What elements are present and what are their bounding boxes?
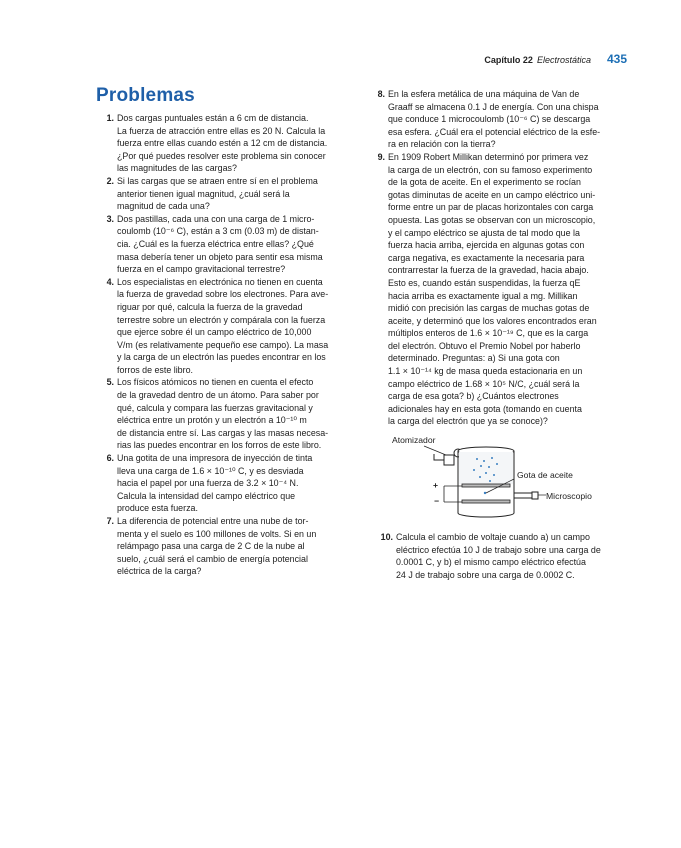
- problem-8: [374, 88, 625, 151]
- problem-line: qué, calcula y compara las fuerzas gravitacional y: [117, 402, 313, 413]
- problem-line: rias las puedes encontrar en los forros de este libro.: [117, 440, 322, 451]
- problem-line: Una gotita de una impresora de inyección de tinta: [117, 453, 313, 464]
- problem-line: coulomb (10⁻⁶ C), están a 3 cm (0.03 m) de distan-: [117, 226, 319, 237]
- problem-number: 9.: [377, 151, 385, 162]
- problem-5: [103, 376, 355, 452]
- problem-line: Dos cargas puntuales están a 6 cm de distancia.: [117, 113, 309, 123]
- problem-line: fuerza en el campo gravitacional terrestre?: [117, 264, 286, 275]
- section-label: Electrostática: [536, 55, 591, 65]
- problem-10: [374, 531, 625, 581]
- problem-number: 8.: [377, 89, 385, 99]
- problem-3: [103, 213, 355, 276]
- oil-drop-label: Gota de aceite: [517, 470, 573, 481]
- problem-line: relámpago pasa una carga de 2 C de la nube al: [117, 541, 305, 552]
- problem-line: Esto es, cuando están suspendidas, la fuerza qE: [388, 277, 581, 288]
- problem-line: hacia arriba es exactamente igual a mg. Millikan: [388, 290, 578, 301]
- problem-number: 7.: [106, 516, 114, 526]
- section-title: Problemas: [96, 85, 195, 106]
- problem-line: En la esfera metálica de una máquina de Van de: [388, 89, 580, 99]
- page-number: 435: [606, 52, 627, 66]
- chapter-label: Capítulo 22: [484, 55, 533, 65]
- problem-line: de la gravedad dentro de un átomo. Para saber por: [117, 390, 319, 401]
- problem-line: determinado. Preguntas: a) Si una gota con: [388, 353, 560, 364]
- problem-line: la fuerza de gravedad sobre los electrones. Para ave-: [117, 289, 329, 300]
- problem-line: contrarrestar la fuerza de la gravedad, hacia abajo.: [388, 265, 589, 276]
- problem-line: campo eléctrico de 1.68 × 10⁵ N/C, ¿cuál será la: [388, 378, 580, 389]
- problem-line: y el campo eléctrico se ajusta de tal modo que la: [388, 227, 580, 238]
- problem-line: aceite, y determinó que los valores encontrados eran: [388, 315, 597, 326]
- microscope-icon: [514, 492, 538, 499]
- right-column: [374, 88, 625, 581]
- problem-line: carga negativa, es exactamente la necesaria para: [388, 252, 585, 263]
- problem-line: carga de esa gota? b) ¿Cuántos electrones: [388, 391, 559, 402]
- problem-line: magnitud de cada una?: [117, 201, 210, 212]
- problem-line: menta y el suelo es 100 millones de volts. Si en un: [117, 528, 317, 539]
- problem-line: ra en relación con la tierra?: [388, 139, 496, 150]
- problem-line: adicionales hay en esta gota (tomando en cuenta: [388, 403, 582, 414]
- problem-line: fuerza hacia arriba, ejercida en algunas gotas con: [388, 240, 585, 251]
- problem-line: La diferencia de potencial entre una nube de tor-: [117, 516, 309, 526]
- problem-line: produce esta fuerza.: [117, 503, 198, 514]
- problem-line: anterior tienen igual magnitud, ¿cuál será la: [117, 188, 290, 199]
- problem-line: opuesta. Las gotas se observan con un microscopio,: [388, 214, 596, 225]
- problem-line: masa debería tener un objeto para sentir esa misma: [117, 251, 323, 262]
- problem-line: la carga de un electrón, con su famoso experimento: [388, 164, 593, 175]
- problem-line: Dos pastillas, cada una con una carga de 1 micro-: [117, 213, 315, 224]
- problem-6: [103, 452, 355, 515]
- problem-line: Los físicos atómicos no tienen en cuenta el efecto: [117, 377, 314, 388]
- plus-sign: +: [433, 480, 439, 491]
- problem-line: terrestre sobre un electrón y compárala con la fuerza: [117, 314, 326, 325]
- problem-line: la carga del electrón que ya se conoce)?: [388, 416, 548, 427]
- chamber-icon: [458, 447, 514, 517]
- problem-2: [103, 175, 355, 213]
- problem-number: 3.: [106, 213, 114, 224]
- left-column: [103, 112, 355, 578]
- minus-sign: −: [434, 496, 440, 507]
- problem-line: gotas diminutas de aceite en un campo eléctrico uni-: [388, 189, 596, 200]
- running-header: [484, 52, 627, 66]
- problem-number: 10.: [380, 532, 393, 543]
- problem-line: múltiplos enteros de 1.6 × 10⁻¹⁹ C, que es la carga: [388, 328, 589, 339]
- problem-line: Calcula la intensidad del campo eléctrico que: [117, 490, 296, 501]
- charged-plates: [444, 484, 510, 503]
- problem-number: 5.: [106, 377, 114, 388]
- problem-line: En 1909 Robert Millikan determinó por primera vez: [388, 151, 589, 162]
- problem-line: 0.0001 C, y b) el mismo campo eléctrico efectúa: [396, 557, 586, 568]
- problem-line: 24 J de trabajo sobre una carga de 0.0002 C.: [396, 569, 575, 580]
- problem-line: suelo, ¿cuál será el cambio de energía potencial: [117, 553, 308, 564]
- millikan-apparatus-diagram: [374, 437, 625, 525]
- problem-line: de la gota de aceite. En el experimento se rocían: [388, 177, 581, 188]
- problem-line: que ejerce sobre él un campo eléctrico de 10,000: [117, 327, 312, 338]
- problem-line: midió con precisión las cargas de muchas gotas de: [388, 303, 590, 314]
- problem-line: eléctrica entre un protón y un electrón a 10⁻¹⁰ m: [117, 415, 307, 426]
- problem-line: del electrón. Obtuvo el Premio Nobel por haberlo: [388, 340, 581, 351]
- problem-line: forme entre un par de placas horizontales con carga: [388, 202, 594, 213]
- problem-line: cia. ¿Cuál es la fuerza eléctrica entre ellas? ¿Qué: [117, 238, 314, 249]
- problem-line: las magnitudes de las cargas?: [117, 163, 237, 174]
- problem-line: Calcula el cambio de voltaje cuando a) un campo: [396, 532, 590, 543]
- problem-7: [103, 515, 355, 578]
- problem-4: [103, 276, 355, 377]
- problem-number: 1.: [106, 113, 114, 123]
- problem-line: V/m (es relativamente pequeño ese campo). La masa: [117, 339, 329, 350]
- problem-line: 1.1 × 10⁻¹⁴ kg de masa queda estacionaria en un: [388, 366, 583, 377]
- problem-line: eléctrica de la carga?: [117, 566, 202, 577]
- millikan-figure: [374, 437, 625, 525]
- problem-line: eléctrico efectúa 10 J de trabajo sobre una carga de: [396, 544, 601, 555]
- problem-line: que conduce 1 microcoulomb (10⁻⁶ C) se descarga: [388, 114, 591, 125]
- atomizer-label: Atomizador: [392, 435, 436, 446]
- problem-line: y la carga de un electrón las puedes encontrar en los: [117, 352, 326, 363]
- problem-number: 2.: [106, 175, 114, 186]
- problem-line: fuerza entre ellas cuando estén a 12 cm de distancia.: [117, 138, 328, 149]
- problem-number: 4.: [106, 276, 114, 287]
- problem-line: ¿Por qué puedes resolver este problema sin conocer: [117, 150, 326, 161]
- problem-1: [103, 112, 355, 175]
- problem-line: riguar por qué, calcula la fuerza de la gravedad: [117, 301, 303, 312]
- problem-line: hacia el papel por una fuerza de 3.2 × 10⁻⁴ N.: [117, 478, 299, 489]
- problem-line: Los especialistas en electrónica no tienen en cuenta: [117, 276, 323, 287]
- problem-line: Si las cargas que se atraen entre sí en el problema: [117, 175, 318, 186]
- problem-line: lleva una carga de 1.6 × 10⁻¹⁰ C, y es desviada: [117, 465, 304, 476]
- problem-line: esa esfera. ¿Cuál era el potencial eléctrico de la esfe-: [388, 126, 601, 137]
- microscope-label: Microscopio: [546, 491, 592, 502]
- problem-line: La fuerza de atracción entre ellas es 20 N. Calcula la: [117, 125, 326, 136]
- problem-9: [374, 151, 625, 428]
- problem-line: forros de este libro.: [117, 364, 193, 375]
- problem-line: de distancia entre sí. Las cargas y las masas necesa-: [117, 427, 329, 438]
- problem-line: Graaff se almacena 0.1 J de energía. Con una chispa: [388, 101, 599, 112]
- problem-number: 6.: [106, 453, 114, 464]
